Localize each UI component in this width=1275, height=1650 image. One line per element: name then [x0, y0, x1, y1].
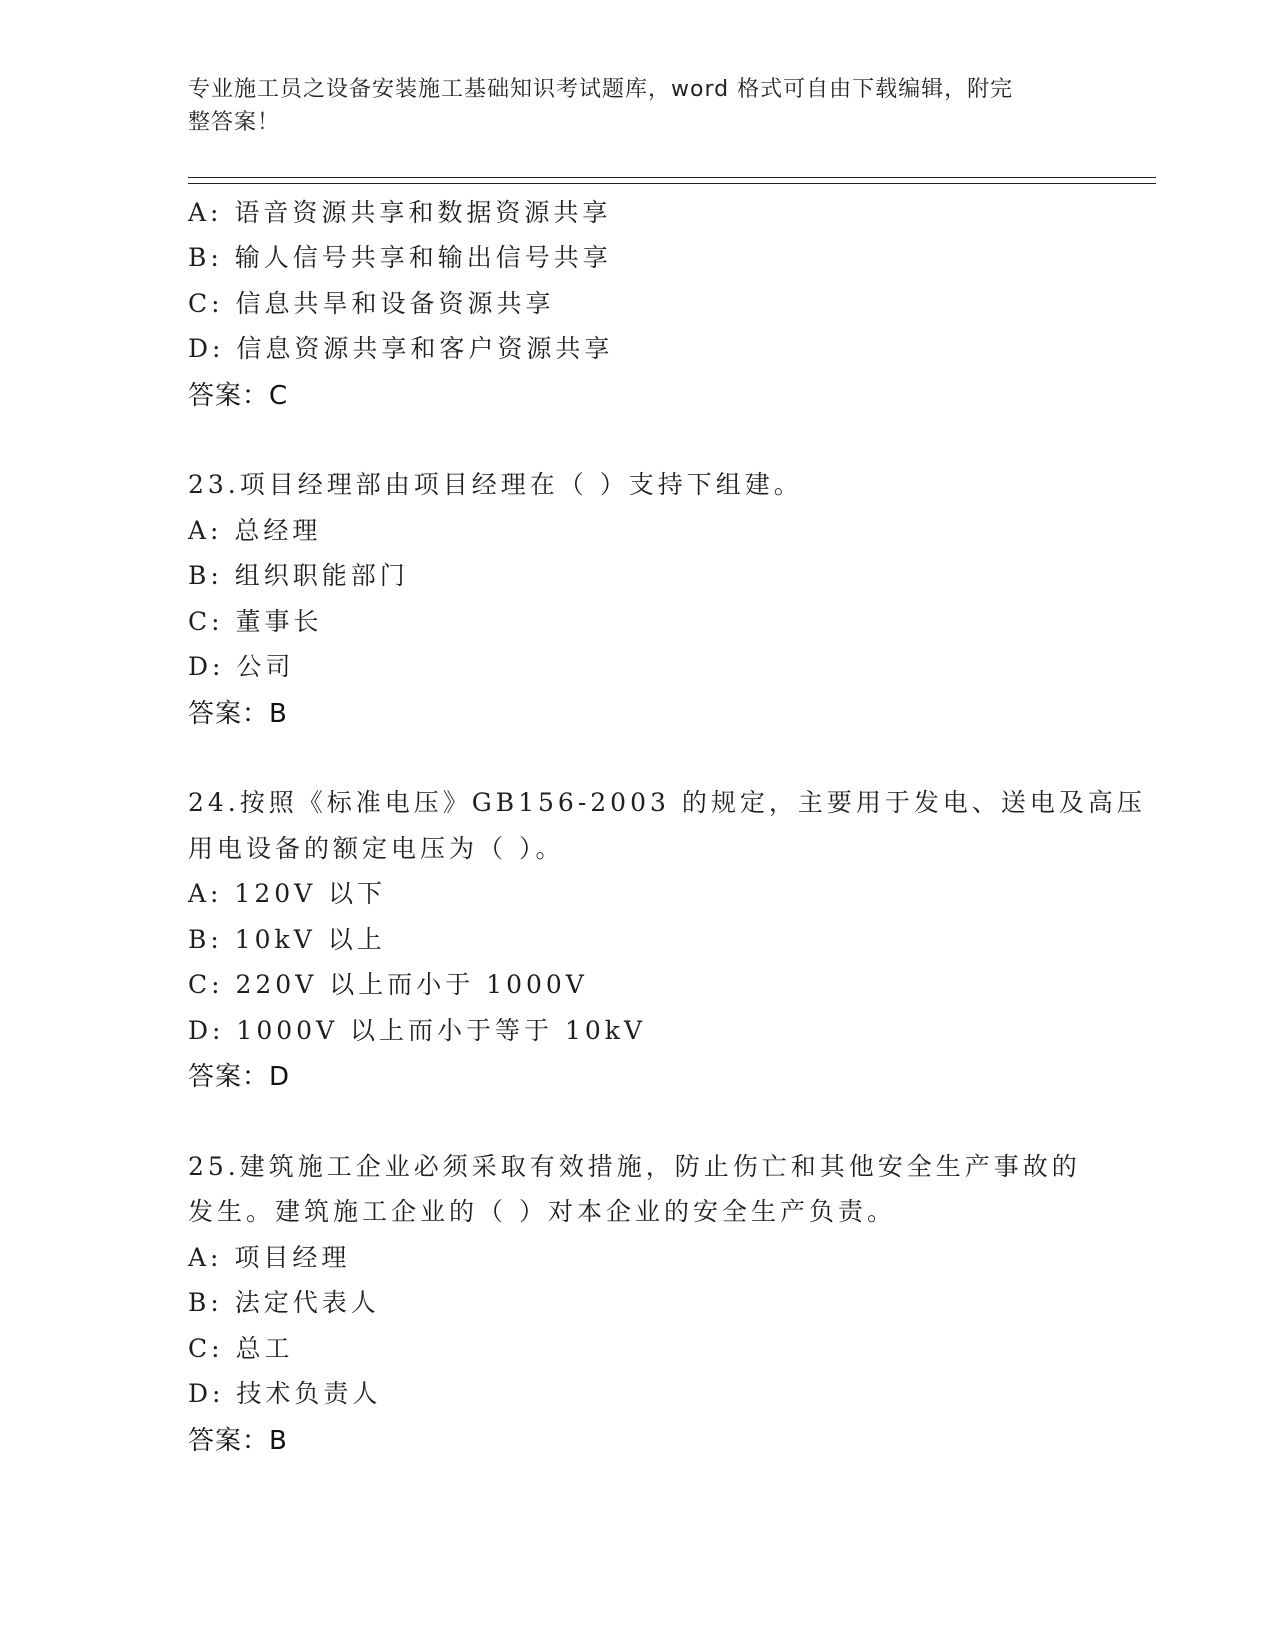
- q25-stem-line-1: 25.建筑施工企业必须采取有效措施，防止伤亡和其他安全生产事故的: [188, 1152, 1081, 1181]
- q24-option-c: C: 220V 以上而小于 1000V: [188, 970, 588, 999]
- q25-option-d: D: 技术负责人: [188, 1379, 382, 1408]
- q23-option-b: B: 组织职能部门: [188, 561, 409, 590]
- document-header: [188, 73, 1088, 139]
- q22-option-c: C: 信息共旱和设备资源共享: [188, 289, 555, 318]
- q22-option-b: B: 输人信号共享和输出信号共享: [188, 243, 612, 272]
- q25-answer: 答案：B: [188, 1426, 288, 1456]
- q25-option-b: B: 法定代表人: [188, 1288, 380, 1317]
- q22-option-a: A: 语音资源共享和数据资源共享: [188, 198, 612, 227]
- q23-option-c: C: 董事长: [188, 607, 323, 636]
- q22-option-d: D: 信息资源共享和客户资源共享: [188, 334, 614, 363]
- q23-answer: 答案：B: [188, 699, 288, 729]
- q24-answer: 答案：D: [188, 1062, 291, 1092]
- header-line-2: 整答案！: [188, 110, 281, 135]
- q23-option-d: D: 公司: [188, 652, 295, 681]
- q25-option-c: C: 总工: [188, 1334, 294, 1363]
- q24-option-b: B: 10kV 以上: [188, 925, 386, 954]
- header-divider-bottom: [188, 183, 1156, 184]
- q23-stem: 23.项目经理部由项目经理在（ ）支持下组建。: [188, 470, 803, 499]
- header-line-1: 专业施工员之设备安装施工基础知识考试题库，word 格式可自由下载编辑，附完: [188, 77, 1014, 102]
- q24-option-d: D: 1000V 以上而小于等于 10kV: [188, 1016, 646, 1045]
- q24-option-a: A: 120V 以下: [188, 879, 387, 908]
- q22-answer: 答案：C: [188, 381, 289, 411]
- q24-stem-line-1: 24.按照《标准电压》GB156-2003 的规定，主要用于发电、送电及高压: [188, 788, 1146, 817]
- q25-stem-line-2: 发生。建筑施工企业的（ ）对本企业的安全生产负责。: [188, 1197, 896, 1226]
- header-divider-top: [188, 177, 1156, 178]
- q24-stem-line-2: 用电设备的额定电压为（ ）。: [188, 834, 565, 863]
- q23-option-a: A: 总经理: [188, 516, 322, 545]
- q25-option-a: A: 项目经理: [188, 1243, 351, 1272]
